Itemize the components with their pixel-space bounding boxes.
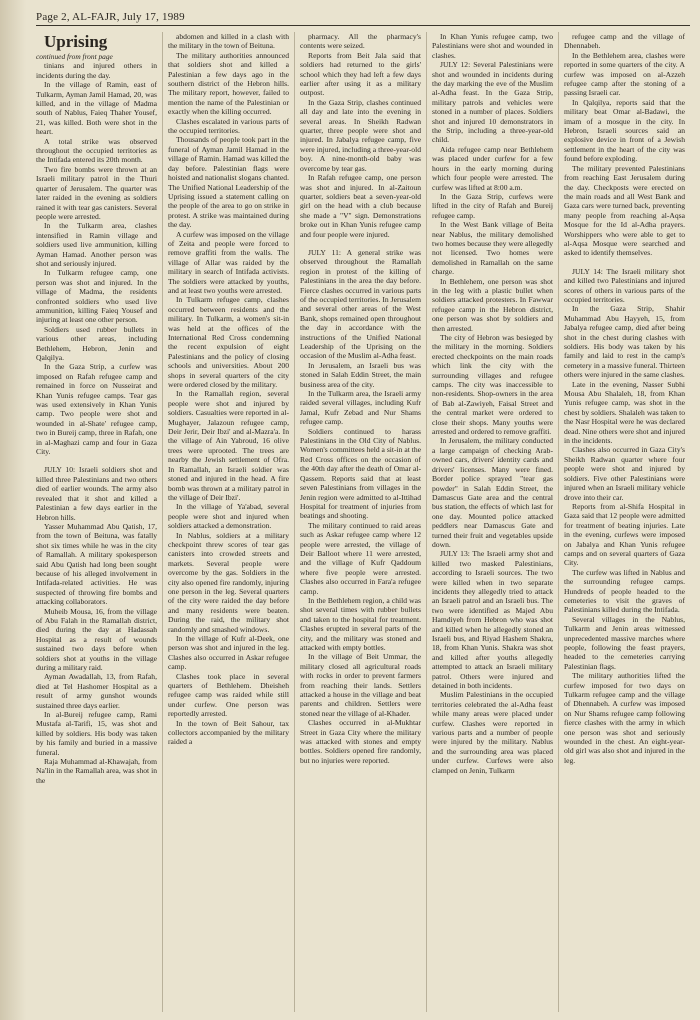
article-paragraph: The curfew was lifted in Nablus and the surrounding refugee camps. Hundreds of people headed to the cemeteries to visit the graves of Palestinians killed during the Intifada.: [564, 567, 685, 615]
article-paragraph: A curfew was imposed on the village of Zeita and people were forced to remove graffiti from the walls. The village of Allar was raided by the military in search of Intifada activists. The soldiers were attacked by youths, and at least two youths were arrested.: [168, 229, 289, 295]
article-paragraph: Thousands of people took part in the funeral of Ayman Jamil Hamad in the village of Ramin. Hamad was killed the day before. Palestinian flags were hoisted and nationalist slogans chanted. The Unified National Leadership of the Uprising issued a statement calling on the people of the area to go on strike in protest. A strike was maintained during the day.: [168, 135, 289, 230]
article-paragraph: In Rafah refugee camp, one person was shot and injured. In al-Zaitoun quarter, soldiers beat a seven-year-old girl on the head with a club because she made a "V" sign. Demonstrations broke out in Khan Yunis refugee camp and four people were injured.: [300, 173, 421, 239]
article-paragraph: Muslim Palestinians in the occupied territories celebrated the al-Adha feast while many areas were placed under curfew. Clashes were reported in various parts and a number of people were injured by the military. Nablus and the surrounding area was placed under curfew. Curfews were also clamped on Jenin, Tulkarm: [432, 690, 553, 775]
article-paragraph: Raja Muhammad al-Khawajah, from Na'lin in the Ramallah area, was shot in the: [36, 757, 157, 785]
article-paragraph: JULY 14: The Israeli military shot and killed two Palestinians and injured scores of others in various parts of the occupied territories.: [564, 266, 685, 304]
article-paragraph: In the Bethlehem area, clashes were reported in some quarters of the city. A curfew was imposed on al-Azzeh refugee camp after the stoning of a passing Israeli car.: [564, 50, 685, 98]
article-paragraph: In Jerusalem, an Israeli bus was stoned in Salah Eddin Street, the main business area of the city.: [300, 360, 421, 389]
column-5: [558, 32, 690, 1012]
article-paragraph: A total strike was observed throughout the occupied territories as the Intifada entered its 20th month.: [36, 136, 157, 165]
article-paragraph: In the West Bank village of Beita near Nablus, the military demolished two homes because they were allegedly not licensed. Two homes were demolished in Ramallah on the same charge.: [432, 220, 553, 277]
article-paragraph: Several villages in the Nablus, Tulkarm and Jenin areas witnessed unprecedented massive marches where people, following the feast prayers, headed to the cemeteries carrying Palestinian flags.: [564, 614, 685, 671]
article-paragraph: Late in the evening, Nasser Subhi Mousa Abu Shalaleh, 18, from Khan Yunis refugee camp, was shot in the chest by soldiers. Shalaleh was taken to the Nasr Hospital were he was declared dead. Nine others were shot and injured in the incidents.: [564, 379, 685, 446]
page-header: [36, 0, 690, 26]
article-paragraph: In the village of Ramin, east of Tulkarm, Ayman Jamil Hamad, 20, was killed, and in the village of Madma south of Nablus, Faieq Thaher Yousef, 21, was killed. Both were shot in the heart.: [36, 80, 157, 137]
article-paragraph: Aida refugee camp near Bethlehem was placed under curfew for a few hours in the early morning during which four people were arrested. The curfew was lifted at 8:00 a.m.: [432, 144, 553, 192]
article-paragraph: Clashes occurred in al-Mukhtar Street in Gaza City where the military was attacked with stones and empty bottles. Soldiers opened fire randomly, but no injuries were reported.: [300, 718, 421, 765]
article-paragraph: Clashes escalated in various parts of the occupied territories.: [168, 116, 289, 136]
paragraph-gap: [300, 239, 421, 248]
article-paragraph: Yasser Muhammad Abu Qatish, 17, from the town of Beituna, was fatally shot six times while he was in the city of Ramallah. A military spokesperson said Abu Qatish had long been sought because of his alleged involvement in Intifada-related activities. He was suspected of throwing fire bombs and attacking collaborators.: [36, 521, 157, 607]
article-paragraph: In the village of Kufr al-Deek, one person was shot and injured in the leg. Clashes also occurred in Askar refugee camp.: [168, 634, 289, 672]
article-paragraph: JULY 13: The Israeli army shot and killed two masked Palestinians, according to Israeli sources. The two were killed when in two separate incidents they allegedly tried to attack an Israeli patrol and an Israeli bus. The two were identified as Majed Abu Hamdiyeh from Hebron who was shot and killed when he allegedly stoned an Israeli bus, and Riyad Hashem Shakra, 18, from Khan Yunis. Shakra was shot and killed after youths allegedly attempted to attack an Israeli military patrol. Others were injured and detained in both incidents.: [432, 549, 553, 691]
article-paragraph: JULY 12: Several Palestinians were shot and wounded in incidents during the day marking the eve of the Muslim al-Adha feast. In the Gaza Strip, military patrols and vehicles were stoned in a number of places. Soldiers shot and injured 10 demonstrators in the Strip, including a three-year-old child.: [432, 60, 553, 145]
article-paragraph: In the Gaza Strip, curfews were lifted in the city of Rafah and Bureij refugee camp.: [432, 191, 553, 220]
article-paragraph: In the Tulkarm area, the Israeli army raided several villages, including Kufr Jamal, Kufr Zebad and Nur Shams refugee camp.: [300, 389, 421, 427]
article-paragraph: tinians and injured others in incidents during the day.: [36, 61, 157, 80]
article-paragraph: In the village of Ya'abad, several people were shot and injured when soldiers attacked a demonstration.: [168, 502, 289, 531]
page-header-text: Page 2, AL-FAJR, July 17, 1989: [36, 11, 185, 23]
article-paragraph: In the village of Beit Ummar, the military closed all agricultural roads with rocks in order to prevent farmers from reaching their lands. Settlers attacked a house in the village and beat parents and children. Settlers were stoned near the village of al-Khader.: [300, 652, 421, 718]
article-paragraph: In the Gaza Strip, Shahir Muhammad Abu Hayyeh, 15, from Jabalya refugee camp, died after being shot in the chest during clashes with soldiers. His body was taken by his family and laid to rest in the camp's cemetery in a massive funeral. Thirteen others were injured in the same clashes.: [564, 304, 685, 380]
article-paragraph: In the Bethlehem region, a child was shot several times with rubber bullets and taken to the hospital for treatment. Clashes erupted in several parts of the city, and the military was stoned and attacked with empty bottles.: [300, 595, 421, 652]
article-paragraph: The military prevented Palestinians from reaching East Jerusalem during the day. Checkposts were erected on the main roads and all West Bank and Gaza cars were turned back, preventing many people from reaching al-Aqsa Mosque for the Id al-Adha prayers. Worshippers who were able to get to al-Aqsa Mosque were searched and asked to identify themselves.: [564, 163, 685, 258]
article-paragraph: In Tulkarm refugee camp, one person was shot and injured. In the village of Madma, the residents confronted soldiers who used live ammunition, killing Faieq Yousef and injuring at least one other person.: [36, 268, 157, 325]
article-paragraph: abdomen and killed in a clash with the military in the town of Beituna.: [168, 32, 289, 51]
article-paragraph: In Jerusalem, the military conducted a large campaign of checking Arab-owned cars, drivers' identity cards and drivers' licenses. Many were fined. Border police sprayed "tear gas powder" in Salah Eddin Street, the Damascus Gate area and the central bus station, the effects of which last for one day. Mounted police attacked peddlers near Damascus Gate and turned their fruit and vegetables upside down.: [432, 436, 553, 549]
article-paragraph: Soldiers used rubber bullets in various other areas, including Bethlehem, Hebron, Jenin and Qalqilya.: [36, 324, 157, 362]
article-paragraph: In the Gaza Strip, clashes continued all day and late into the evening in several areas. In Sheikh Radwan quarter, three people were shot and injured. In Jabalya refugee camp, five were injured, including a three-year-old boy. A nine-month-old baby was overcome by tear gas.: [300, 97, 421, 173]
column-2: [162, 32, 294, 1012]
article-columns: [36, 32, 690, 1012]
article-paragraph: Ayman Awadallah, 13, from Rafah, died at Tel Hashomer Hospital as a result of army gunshot wounds sustained three days earlier.: [36, 672, 157, 710]
article-paragraph: In the town of Beit Sahour, tax collectors accompanied by the military raided a: [168, 718, 289, 747]
column-4: [426, 32, 558, 1012]
article-title: Uprising: [44, 32, 108, 51]
paragraph-gap: [564, 258, 685, 267]
article-paragraph: JULY 10: Israeli soldiers shot and killed three Palestinians and two others died of earlier wounds. The army also revealed that it shot and killed a Palestinian a few days earlier in the Hebron hills.: [36, 465, 157, 522]
article-paragraph: In al-Bureij refugee camp, Rami Mustafa al-Tarifi, 15, was shot and killed by soldiers. His body was taken by his family and buried in a massive funeral.: [36, 710, 157, 757]
article-paragraph: Clashes took place in several quarters of Bethlehem. Dheisheh refugee camp was raided while still under curfew. One person was reportedly arrested.: [168, 671, 289, 719]
paragraph-gap: [36, 456, 157, 465]
column-3: [294, 32, 426, 1012]
article-paragraph: In the Ramallah region, several people were shot and injured by soldiers. Casualties were reported in al-Mughayer, Jalazoun refugee camp, Deir Jerir, Deir Ibzi' and al-Mazra'a. In the village of Ain Yabroud, 16 olive trees were uprooted. The trees are nearby the Jewish settlement of Ofra. In Ramallah, an Israeli soldier was stoned and injured in the head. A fire bomb was thrown at a military patrol in the village of Deir Ibzi'.: [168, 389, 289, 502]
article-paragraph: Clashes also occurred in Gaza City's Sheikh Radwan quarter where four people were shot and injured by soldiers. Five other Palestinians were injured when an Israeli military vehicle drove into their car.: [564, 445, 685, 502]
article-subtitle: continued from front page: [36, 52, 113, 61]
article-paragraph: Muheib Mousa, 16, from the village of Abu Falah in the Ramallah district, died during the day at Hadassah Hospital as a result of wounds sustained two days before when soldiers shot at youths in the village during a military raid.: [36, 606, 157, 672]
article-paragraph: Reports from Beit Jala said that soldiers had returned to the girls' school which they had left a few days earlier after using it as a military outpost.: [300, 50, 421, 98]
article-paragraph: pharmacy. All the pharmacy's contents were seized.: [300, 32, 421, 51]
article-paragraph: In Tulkarm refugee camp, clashes occurred between residents and the military. In Tulkarm, a women's sit-in was held at the offices of the International Red Cross condemning the recent expulsion of eight Palestinians and the policy of closing schools and universities. About 200 shops in several quarters of the city were ordered closed by the military.: [168, 295, 289, 390]
article-paragraph: In Qalqilya, reports said that the military beat Omar al-Badawi, the imam of a mosque in the city. In Hebron, Israeli sources said an explosive device in front of a Jewish settlement in the heart of the city was found before exploding.: [564, 97, 685, 164]
article-paragraph: In the Gaza Strip, a curfew was imposed on Rafah refugee camp and remained in force on Nusseirat and Khan Yunis refugee camps. Tear gas was used extensively in Khan Yunis camp. Two people were shot and wounded in al-Shate' refugee camp, two in Bureij camp, three in Rafah, one in al-Maghazi camp and four in Gaza City.: [36, 362, 157, 457]
article-paragraph: Reports from al-Shifa Hospital in Gaza said that 12 people were admitted for treatment of beating injuries. Late in the evening, curfews were imposed on Jabalya and Khan Yunis refugee camps and on several quarters of Gaza City.: [564, 501, 685, 568]
article-paragraph: Soldiers continued to harass Palestinians in the Old City of Nablus. Women's committees held a sit-in at the Red Cross offices on the occasion of the 40th day after the death of Omar al-Qassem. Reports said that at least seven Palestinians from villages in the Jenin region were admitted to al-Ittihad Hospital for treatment of injuries from beatings and shooting.: [300, 426, 421, 521]
article-paragraph: In the Tulkarm area, clashes intensified in Ramin village and soldiers used live ammunition, killing Ayman Hamad. Another person was shot and seriously injured.: [36, 221, 157, 268]
article-paragraph: The military authorities announced that soldiers shot and killed a Palestinian a few days ago in the southern district of the Hebron hills. The military report, however, failed to mention the name of the Palestinian or exactly when the killing occurred.: [168, 50, 289, 117]
article-paragraph: The city of Hebron was besieged by the military in the morning. Soldiers erected checkpoints on the main roads which link the city with the surrounding villages and refugee camps. The city was inaccessible to non-residents. Shop-owners in the area of Bab al-Zawiyeh, Faisal Street and the central market were ordered to close their shops. Many youths were arrested and ordered to remove graffiti.: [432, 333, 553, 437]
column-1: [36, 32, 162, 1012]
article-paragraph: In Khan Yunis refugee camp, two Palestinians were shot and wounded in clashes.: [432, 32, 553, 60]
article-paragraph: In Nablus, soldiers at a military checkpoint threw scores of tear gas canisters into crowded streets and markets. Several people were overcome by the gas. Soldiers in the city also opened fire randomly, injuring one person in the leg. Several quarters of the city were raided the day before and many residents were beaten. During the raid, the military shot randomly and smashed windows.: [168, 530, 289, 634]
article-paragraph: refugee camp and the village of Dhennabeh.: [564, 32, 685, 51]
article-paragraph: The military continued to raid areas such as Askar refugee camp where 12 people were arrested, the village of Deir Balloot where 11 were arrested, and the village of Kufr Qaddoum where five people were arrested. Clashes also occurred in Fara'a refugee camp.: [300, 520, 421, 596]
binding-shadow: [0, 0, 26, 1020]
article-paragraph: In Bethlehem, one person was shot in the leg with a plastic bullet when soldiers attacked protesters. In Fawwar refugee camp in the Hebron district, one person was shot by soldiers and then arrested.: [432, 276, 553, 333]
article-paragraph: Two fire bombs were thrown at an Israeli military patrol in the Thuri quarter of Jerusalem. The quarter was later raided in the evening as soldiers rained it with tear gas canisters. Several people were arrested.: [36, 164, 157, 221]
article-paragraph: JULY 11: A general strike was observed throughout the Ramallah region in protest of the killing of Palestinians in the area the day before. Fierce clashes occurred in various parts of the occupied territories. In Jerusalem and several other areas of the West Bank, shops remained open throughout the day in accordance with the instructions of the Unified National Leadership of the Uprising on the occasion of the Muslim al-Adha feast.: [300, 247, 421, 361]
article-paragraph: The military authorities lifted the curfew imposed for two days on Tulkarm refugee camp and the village of Dhennabeh. A curfew was imposed on Nur Shams refugee camp following fierce clashes with the army in which one person was shot and seriously wounded in the chest. An eight-year-old girl was also shot and injured in the leg.: [564, 671, 685, 765]
